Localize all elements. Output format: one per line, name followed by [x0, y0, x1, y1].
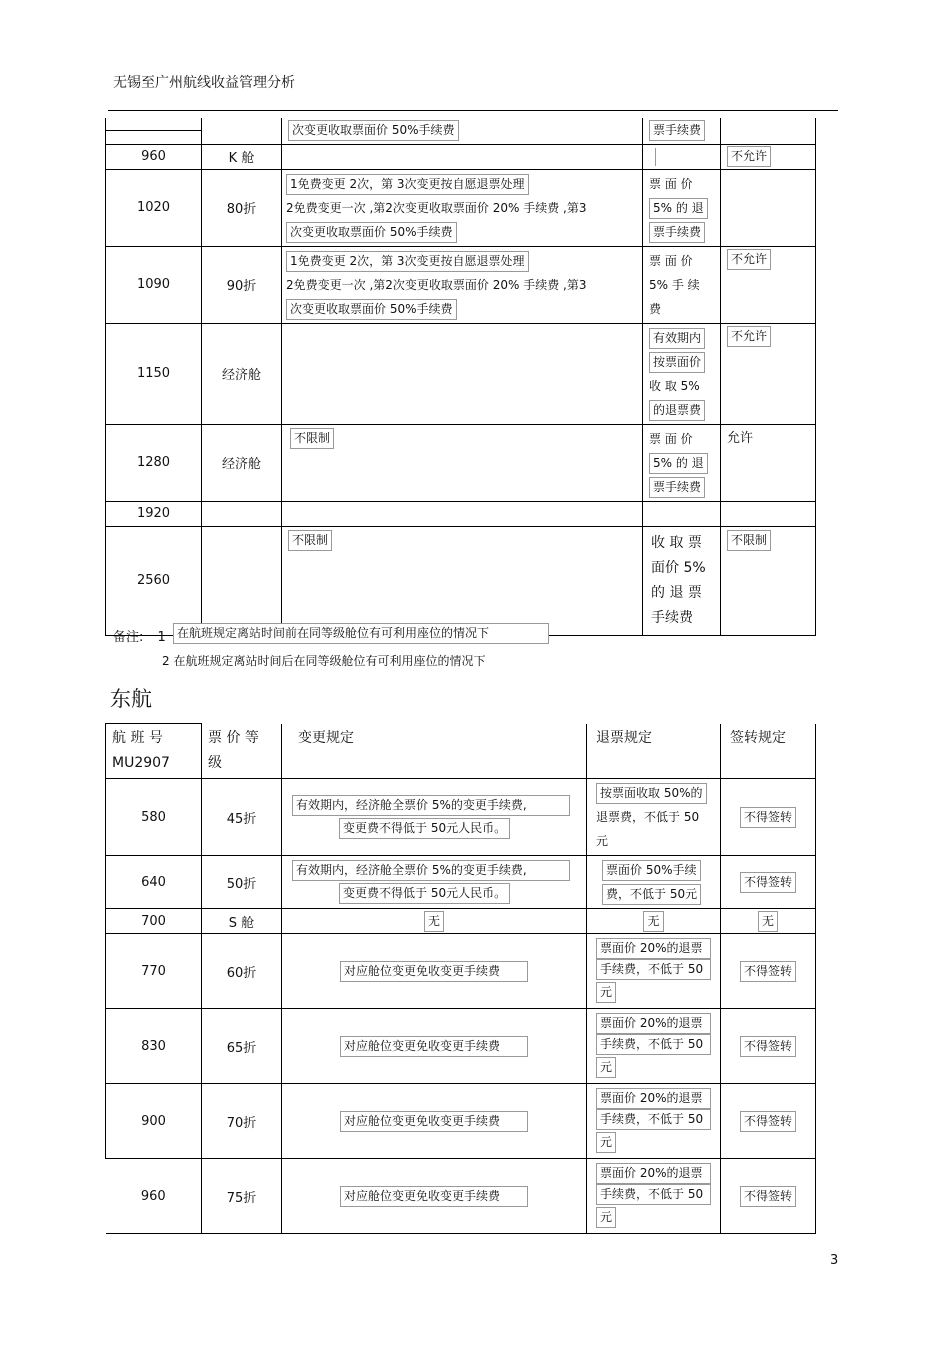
table-row — [106, 424, 816, 501]
refund-rule-text: 票手续费 — [649, 477, 705, 498]
table-row — [106, 169, 816, 246]
fare-grade: 70折 — [202, 1084, 282, 1159]
refund-rule-text: 无 — [643, 911, 663, 932]
col-header-change: 变更规定 — [282, 724, 587, 779]
refund-rule-text: 5% 的 退 — [649, 198, 708, 219]
col-header-endorse: 签转规定 — [721, 724, 816, 779]
page-number: 3 — [830, 1253, 839, 1268]
table-row — [106, 1084, 816, 1159]
table-row — [106, 246, 816, 323]
table-row — [106, 1159, 816, 1234]
change-rule-text: 不限制 — [288, 530, 332, 551]
change-rule — [282, 169, 643, 246]
refund-rule: 票面价 20%的退票 手续费，不低于 50 元 — [587, 1009, 721, 1084]
fare-price: 640 — [106, 856, 202, 909]
refund-rule — [643, 169, 721, 246]
refund-rule-text: 收 取 5% — [649, 378, 700, 393]
refund-rule — [643, 424, 721, 501]
change-rule — [282, 246, 643, 323]
fare-price: 770 — [106, 934, 202, 1009]
fare-grade: 90折 — [202, 246, 282, 323]
refund-rule: 票面价 20%的退票 手续费，不低于 50 元 — [587, 934, 721, 1009]
endorse-rule: 不限制 — [727, 530, 771, 551]
endorse-rule: 不允许 — [727, 326, 771, 347]
fare-price: 1090 — [106, 246, 202, 323]
refund-rule-text: 5% 的 退 — [649, 453, 708, 474]
fare-grade: 60折 — [202, 934, 282, 1009]
endorse-rule: 不得签转 — [740, 807, 796, 828]
table-row — [106, 1009, 816, 1084]
refund-rule-text: 按票面价 — [649, 352, 705, 373]
table-row — [106, 323, 816, 424]
fare-grade: S 舱 — [202, 909, 282, 934]
change-rule-text: 次变更收取票面价 50%手续费 — [286, 299, 457, 320]
fare-price: 700 — [106, 909, 202, 934]
table-row — [106, 144, 816, 169]
col-header-flight: 航 班 号 MU2907 — [106, 724, 202, 779]
col-header-refund: 退票规定 — [587, 724, 721, 779]
change-rule-text: 次变更收取票面价 50%手续费 — [288, 120, 459, 141]
endorse-rule: 不允许 — [727, 249, 771, 270]
note-1: 在航班规定离站时间前在同等级舱位有可利用座位的情况下 — [173, 623, 549, 644]
fare-grade: 75折 — [202, 1159, 282, 1234]
document-header: 无锡至广州航线收益管理分析 — [113, 75, 295, 91]
fare-price: 1020 — [106, 169, 202, 246]
refund-rule-text: 面价 5% — [651, 559, 706, 576]
change-rule-text: 2免费变更一次 ,第2次变更收取票面价 20% 手续费 ,第3 — [286, 200, 587, 215]
change-rule-text: 次变更收取票面价 50%手续费 — [286, 222, 457, 243]
note-1-number: 1 — [157, 630, 166, 645]
refund-rule-text: 的退票费 — [649, 400, 705, 421]
table-row — [106, 501, 816, 526]
endorse-rule: 不得签转 — [740, 1111, 796, 1132]
fare-grade: 50折 — [202, 856, 282, 909]
table-row — [106, 118, 816, 144]
refund-rule-text: 票 面 价 — [649, 176, 693, 191]
table-row — [106, 856, 816, 909]
col-header-grade: 票 价 等 级 — [202, 724, 282, 779]
table-row — [106, 934, 816, 1009]
change-rule-text: 1免费变更 2次，第 3次变更按自愿退票处理 — [286, 174, 529, 195]
fare-rules-table-1 — [105, 118, 816, 636]
refund-rule: 票面价 20%的退票 手续费，不低于 50 元 — [587, 1159, 721, 1234]
note-2: 2 在航班规定离站时间后在同等级舱位有可利用座位的情况下 — [162, 654, 486, 668]
fare-price: 580 — [106, 779, 202, 856]
endorse-rule: 不得签转 — [740, 961, 796, 982]
fare-grade: K 舱 — [202, 144, 282, 169]
refund-rule: 按票面收取 50%的 退票费，不低于 50 元 — [587, 779, 721, 856]
fare-grade: 65折 — [202, 1009, 282, 1084]
change-rule: 有效期内，经济舱全票价 5%的变更手续费, 变更费不得低于 50元人民币。 — [282, 856, 587, 909]
notes-label: 备注: 1 — [113, 630, 166, 645]
fare-price: 2560 — [106, 526, 202, 635]
fare-grade: 80折 — [202, 169, 282, 246]
change-rule-text: 不限制 — [290, 428, 334, 449]
change-rule-text: 对应舱位变更免收变更手续费 — [340, 1111, 528, 1132]
refund-rule: 票面价 20%的退票 手续费，不低于 50 元 — [587, 1084, 721, 1159]
refund-rule — [643, 323, 721, 424]
fare-price: 1280 — [106, 424, 202, 501]
header-rule — [108, 110, 838, 111]
endorse-rule: 允许 — [727, 430, 754, 446]
change-rule-text: 2免费变更一次 ,第2次变更收取票面价 20% 手续费 ,第3 — [286, 277, 587, 292]
endorse-rule: 不得签转 — [740, 872, 796, 893]
refund-rule-text: 手续费 — [651, 609, 693, 626]
refund-rule — [643, 526, 721, 635]
section-title: 东航 — [110, 687, 152, 711]
fare-grade: 经济舱 — [202, 424, 282, 501]
table-row — [106, 909, 816, 934]
refund-rule — [643, 246, 721, 323]
fare-price: 900 — [106, 1084, 202, 1159]
change-rule-text: 对应舱位变更免收变更手续费 — [340, 1036, 528, 1057]
refund-rule-text: 费 — [649, 301, 662, 316]
endorse-rule: 不允许 — [727, 146, 771, 167]
endorse-rule: 不得签转 — [740, 1036, 796, 1057]
endorse-rule: 不得签转 — [740, 1186, 796, 1207]
fare-price: 1920 — [106, 501, 202, 526]
change-rule-text: 无 — [424, 911, 444, 932]
fare-price: 1150 — [106, 323, 202, 424]
refund-rule: 票面价 50%手续 费，不低于 50元 — [587, 856, 721, 909]
change-rule-text: 对应舱位变更免收变更手续费 — [340, 1186, 528, 1207]
fare-price: 830 — [106, 1009, 202, 1084]
refund-rule-text: 收 取 票 — [651, 534, 702, 551]
refund-rule-text: 票 面 价 — [649, 253, 693, 268]
change-rule-text: 对应舱位变更免收变更手续费 — [340, 961, 528, 982]
fare-grade: 45折 — [202, 779, 282, 856]
change-rule-text: 1免费变更 2次，第 3次变更按自愿退票处理 — [286, 251, 529, 272]
endorse-rule: 无 — [758, 911, 778, 932]
table-row — [106, 526, 816, 635]
refund-rule-text: 票 面 价 — [649, 431, 693, 446]
table-header-row — [106, 724, 816, 779]
change-rule: 有效期内，经济舱全票价 5%的变更手续费, 变更费不得低于 50元人民币。 — [282, 779, 587, 856]
refund-rule-text: 的 退 票 — [651, 584, 702, 601]
refund-rule-text: 5% 手 续 — [649, 277, 700, 292]
fare-price: 960 — [106, 1159, 202, 1234]
refund-rule-text: 有效期内 — [649, 328, 705, 349]
refund-rule-text: 票手续费 — [649, 222, 705, 243]
fare-grade: 经济舱 — [202, 323, 282, 424]
refund-rule-text: 票手续费 — [649, 120, 705, 141]
table-row — [106, 779, 816, 856]
fare-price: 960 — [106, 144, 202, 169]
fare-rules-table-2 — [105, 723, 816, 1234]
